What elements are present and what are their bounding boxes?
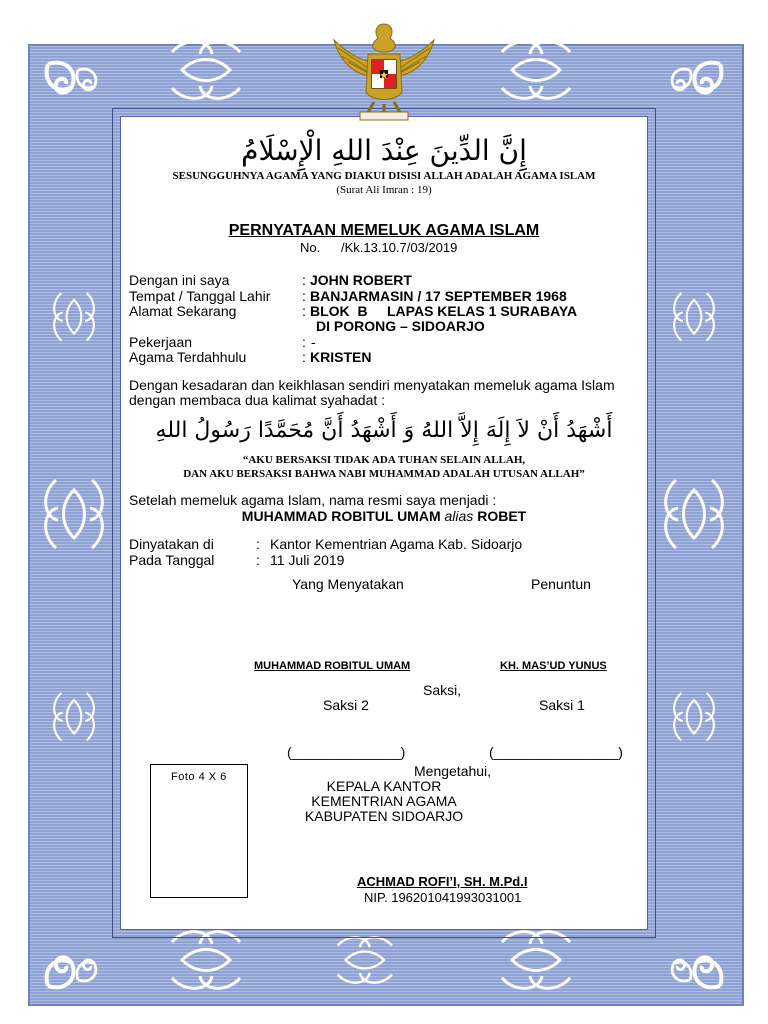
declaration-line-1: Dengan kesadaran dan keikhlasan sendiri menyatakan memeluk agama Islam — [129, 377, 615, 393]
declarer-label: Yang Menyatakan — [292, 576, 404, 592]
official-nip: NIP. 196201041993031001 — [364, 890, 522, 905]
identity-value-name: JOHN ROBERT — [310, 272, 412, 288]
alias-word: alias — [444, 508, 474, 524]
identity-label-name: Dengan ini saya — [129, 272, 230, 288]
document-page: إِنَّ الدِّينَ عِنْدَ اللهِ الْإِسْلَامُ SESUNGGUHNYA AGAMA YANG DIAKUI DISISI ALLAH ADALAH AGAMA ISLAM (Surat Ali Imran : 19) PERNYATAAN MEMELUK AGAMA ISLAM No. /Kk.13.10.7/03/2019 Dengan ini saya : JOHN ROBERT Tempat / Tanggal Lahir : BANJARMASIN / 17 SEPTEMBER 1968 Alamat Sekarang : BLOK B LAPAS KELAS 1 SURABAYA DI PORONG – SIDOARJO Pekerjaan : - Agama Terdahhulu : KRISTEN Dengan kesadaran dan keikhlasan sendiri menyatakan memeluk agama Islam dengan membaca dua kalimat syahadat : أَشْهَدُ أَنْ لاَ إِلَهَ إِلاَّ اللهُ وَ أَشْهَدُ أَنَّ مُحَمَّدًا رَسُولُ اللهِ “AKU BERSAKSI TIDAK ADA TUHAN SELAIN ALLAH, DAN AKU BERSAKSI BAHWA NABI MUHAMMAD ADALAH UTUSAN ALLAH” Setelah memeluk agama Islam, nama resmi saya menjadi : MUHAMMAD ROBITUL UMAM alias ROBET Dinyatakan di : Kantor Kementrian Agama Kab. Sidoarjo Pada Tanggal : 11 Juli 2019 Yang Menyatakan Penuntun MUHAMMAD ROBITUL UMAM KH. MAS’UD YUNUS Saksi, Saksi 2 Saksi 1 (______________) (________________) Foto 4 X 6 Mengetahui, KEPALA KANTOR KEMENTRIAN AGAMA KABUPATEN SIDOARJO ACHMAD ROFI’I, SH. M.Pd.I NIP. 196201041993031001 — [0, 0, 768, 1024]
identity-label-birth: Tempat / Tanggal Lahir — [129, 288, 271, 304]
verse-reference: (Surat Ali Imran : 19) — [336, 184, 432, 196]
witnesses-label: Saksi, — [423, 682, 462, 698]
official-name: ACHMAD ROFI’I, SH. M.Pd.I — [357, 874, 528, 889]
date-label: Pada Tanggal — [129, 552, 215, 568]
shahada-meaning-1: “AKU BERSAKSI TIDAK ADA TUHAN SELAIN ALLAH, — [242, 454, 526, 466]
identity-label-address: Alamat Sekarang — [129, 303, 237, 319]
guide-label: Penuntun — [531, 576, 591, 592]
identity-label-previous-religion: Agama Terdahhulu — [129, 349, 247, 365]
new-name-line — [0, 508, 768, 524]
place-label: Dinyatakan di — [129, 536, 214, 552]
witness-1-signature-line: (________________) — [489, 744, 623, 760]
witness-2-signature-line: (______________) — [287, 744, 406, 760]
declaration-line-2: dengan membaca dua kalimat syahadat : — [129, 392, 386, 408]
witness-2-label: Saksi 2 — [323, 697, 369, 713]
shahada-arabic: أَشْهَدُ أَنْ لاَ إِلَهَ إِلاَّ اللهُ وَ أَشْهَدُ أَنَّ مُحَمَّدًا رَسُولُ اللهِ — [155, 418, 613, 443]
office-line-3: KABUPATEN SIDOARJO — [304, 808, 464, 824]
new-name-intro: Setelah memeluk agama Islam, nama resmi saya menjadi : — [129, 492, 497, 508]
identity-label-occupation: Pekerjaan — [129, 334, 193, 350]
place-value: Kantor Kementrian Agama Kab. Sidoarjo — [270, 536, 523, 552]
document-number-label: No. — [300, 240, 321, 255]
arabic-verse: إِنَّ الدِّينَ عِنْدَ اللهِ الْإِسْلَامُ — [241, 134, 527, 167]
identity-value-address-line2: DI PORONG – SIDOARJO — [316, 318, 485, 334]
guide-name: KH. MAS’UD YUNUS — [500, 660, 607, 672]
acknowledged-label: Mengetahui, — [414, 763, 492, 779]
shahada-meaning-2: DAN AKU BERSAKSI BAHWA NABI MUHAMMAD ADALAH UTUSAN ALLAH” — [183, 468, 585, 480]
date-value: 11 Juli 2019 — [270, 552, 345, 568]
office-line-1: KEPALA KANTOR — [326, 778, 442, 794]
identity-value-occupation: - — [311, 334, 316, 350]
photo-label: Foto 4 X 6 — [171, 771, 227, 783]
new-name: MUHAMMAD ROBITUL UMAM — [241, 508, 441, 524]
verse-translation: SESUNGGUHNYA AGAMA YANG DIAKUI DISISI ALLAH ADALAH AGAMA ISLAM — [172, 170, 596, 182]
office-line-2: KEMENTRIAN AGAMA — [311, 793, 457, 809]
declarer-name: MUHAMMAD ROBITUL UMAM — [254, 660, 411, 672]
document-title: PERNYATAAN MEMELUK AGAMA ISLAM — [228, 222, 540, 239]
garuda-emblem-icon — [330, 18, 438, 122]
document-number: /Kk.13.10.7/03/2019 — [341, 240, 458, 255]
identity-value-address: BLOK B LAPAS KELAS 1 SURABAYA — [310, 303, 578, 319]
witness-1-label: Saksi 1 — [539, 697, 585, 713]
identity-value-previous-religion: KRISTEN — [310, 349, 372, 365]
photo-placeholder — [150, 764, 248, 898]
identity-value-birth: BANJARMASIN / 17 SEPTEMBER 1968 — [310, 288, 567, 304]
alias-name: ROBET — [477, 508, 527, 524]
